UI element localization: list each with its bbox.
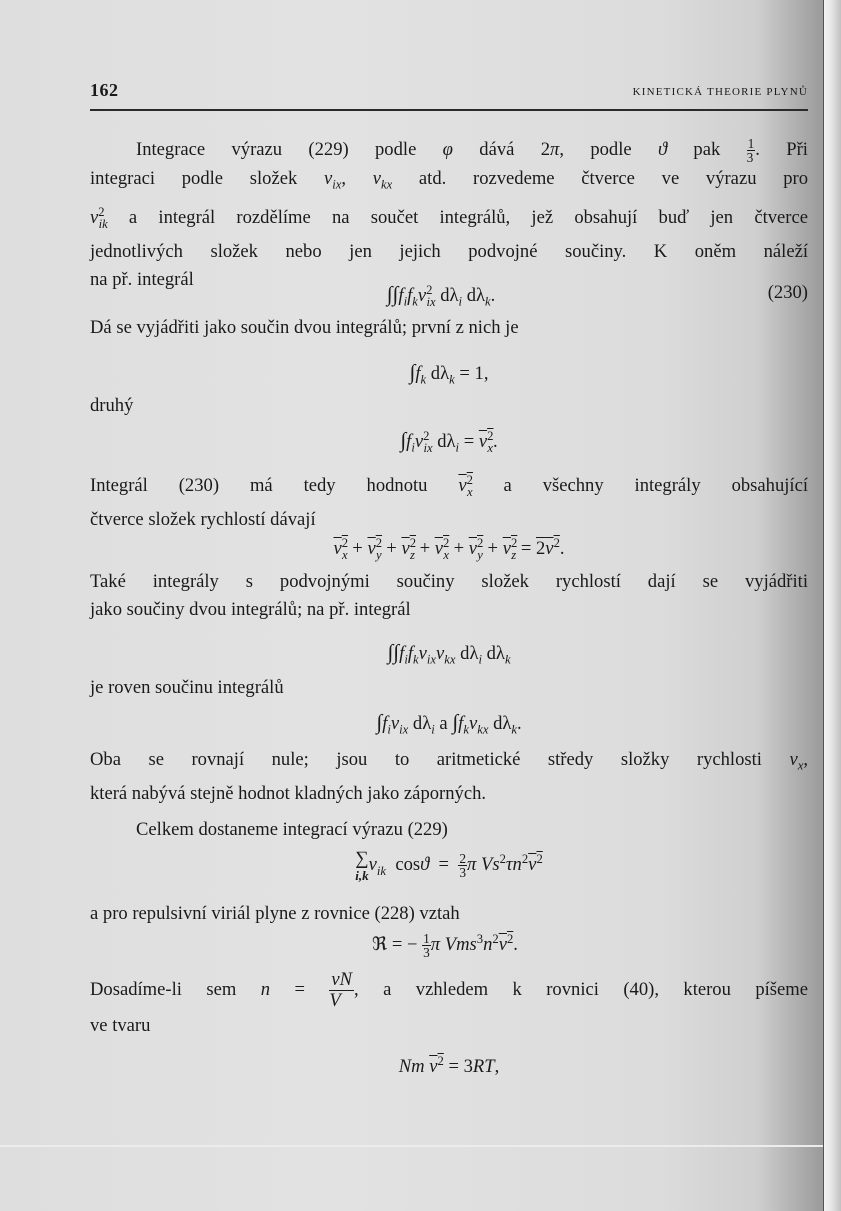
fraction-one-third: $\frac{1}{3}$ (746, 135, 755, 166)
paragraph-7: Oba se rovnají nule; jsou to aritmetické středy složky rychlosti $v_x$, která nabývá stejně hodnot kladných jako záporných. (90, 749, 808, 804)
page-header (90, 80, 808, 110)
math-theta: ϑ (657, 139, 668, 160)
equation-number: (230) (767, 282, 808, 303)
paragraph-5: Také integrály s podvojnými součiny složek rychlostí dají se vyjádřiti jako součiny dvou integrálů; na př. integrál (90, 571, 808, 620)
text-line: Integrace výrazu (229) podle φ dává 2π, podle ϑ pak $\frac{1}{3}$ . Při (136, 135, 808, 166)
fraction-nuN-over-V: $\frac{\nu N}{V}$ (329, 968, 353, 1012)
page-edge (823, 0, 841, 1211)
math-phi: φ (442, 139, 453, 160)
text-line: integraci podle složek $v_{ix}$, $v_{kx}$ atd. rozvedeme čtverce ve výrazu pro (90, 167, 808, 192)
paragraph-6: je roven součinu integrálů (90, 677, 284, 698)
equation-repulsive-virial: ℜ = − $\frac{1}{3}$ π $Vms^3n^2v^2$. (372, 931, 518, 961)
equation-cross-product: $\int\int f_if_kv_{ix}v_{kx}$ $d\lambda_i$ $d\lambda_k$ (387, 640, 511, 667)
paragraph-10: Dosadíme-li sem n = $\frac{\nu N}{V}$ , a vzhledem k rovnici (40), kterou píšeme ve tvaru (90, 968, 808, 1036)
paragraph-3: druhý (90, 395, 134, 416)
equation-sum-squares: $v^2_x + v^2_y + v^2_z + v^2_x + v^2_y + v^2_z = 2v^2$. (333, 536, 565, 562)
equation-product-integrals: $\int f_iv_{ix}$ $d\lambda_i$ a $\int f_kv_{kx}$ $d\lambda_k$. (376, 710, 522, 737)
equation-second-integral: $\int f_iv^2_{ix}$ $d\lambda_i = v^2_x$. (400, 428, 498, 455)
text-line: jednotlivých složek nebo jen jejich podvojné součiny. K oněm náleží (90, 241, 808, 263)
paragraph-2: Dá se vyjádřiti jako součin dvou integrálů; první z nich je (90, 317, 519, 338)
page-fold-line (0, 1145, 823, 1147)
running-title: KINETICKÁ THEORIE PLYNŮ (632, 86, 808, 98)
text-line: $v^2_{ik}$ a integrál rozdělíme na součet integrálů, jež obsahují buď jen čtverce (90, 205, 808, 232)
page-number: 162 (90, 80, 119, 100)
text-line: na př. integrál (90, 269, 194, 291)
equation-ideal-gas: Nm $v^2 = 3RT$, (398, 1054, 500, 1078)
equation-virial-sum: ∑ i,k $v_{ik}$ cosϑ = $\frac{2}{3}$ π $Vs^2\tau n^2v^2$ (355, 848, 543, 883)
paragraph-9: a pro repulsivní viriál plyne z rovnice (228) vztah (90, 903, 460, 924)
header-rule (90, 109, 808, 111)
paragraph-8: Celkem dostaneme integrací výrazu (229) (136, 819, 448, 840)
paragraph-1 (90, 136, 808, 294)
equation-230: $\int\int f_if_kv^2_{ix}$ $d\lambda_i$ $d\lambda_k$. (230) (386, 282, 808, 309)
paragraph-4: Integrál (230) má tedy hodnotu $v^2_x$ a všechny integrály obsahující čtverce složek rychlostí dávají (90, 473, 808, 530)
equation-normalization: $\int f_k$ $d\lambda_k = 1$, (409, 360, 489, 387)
